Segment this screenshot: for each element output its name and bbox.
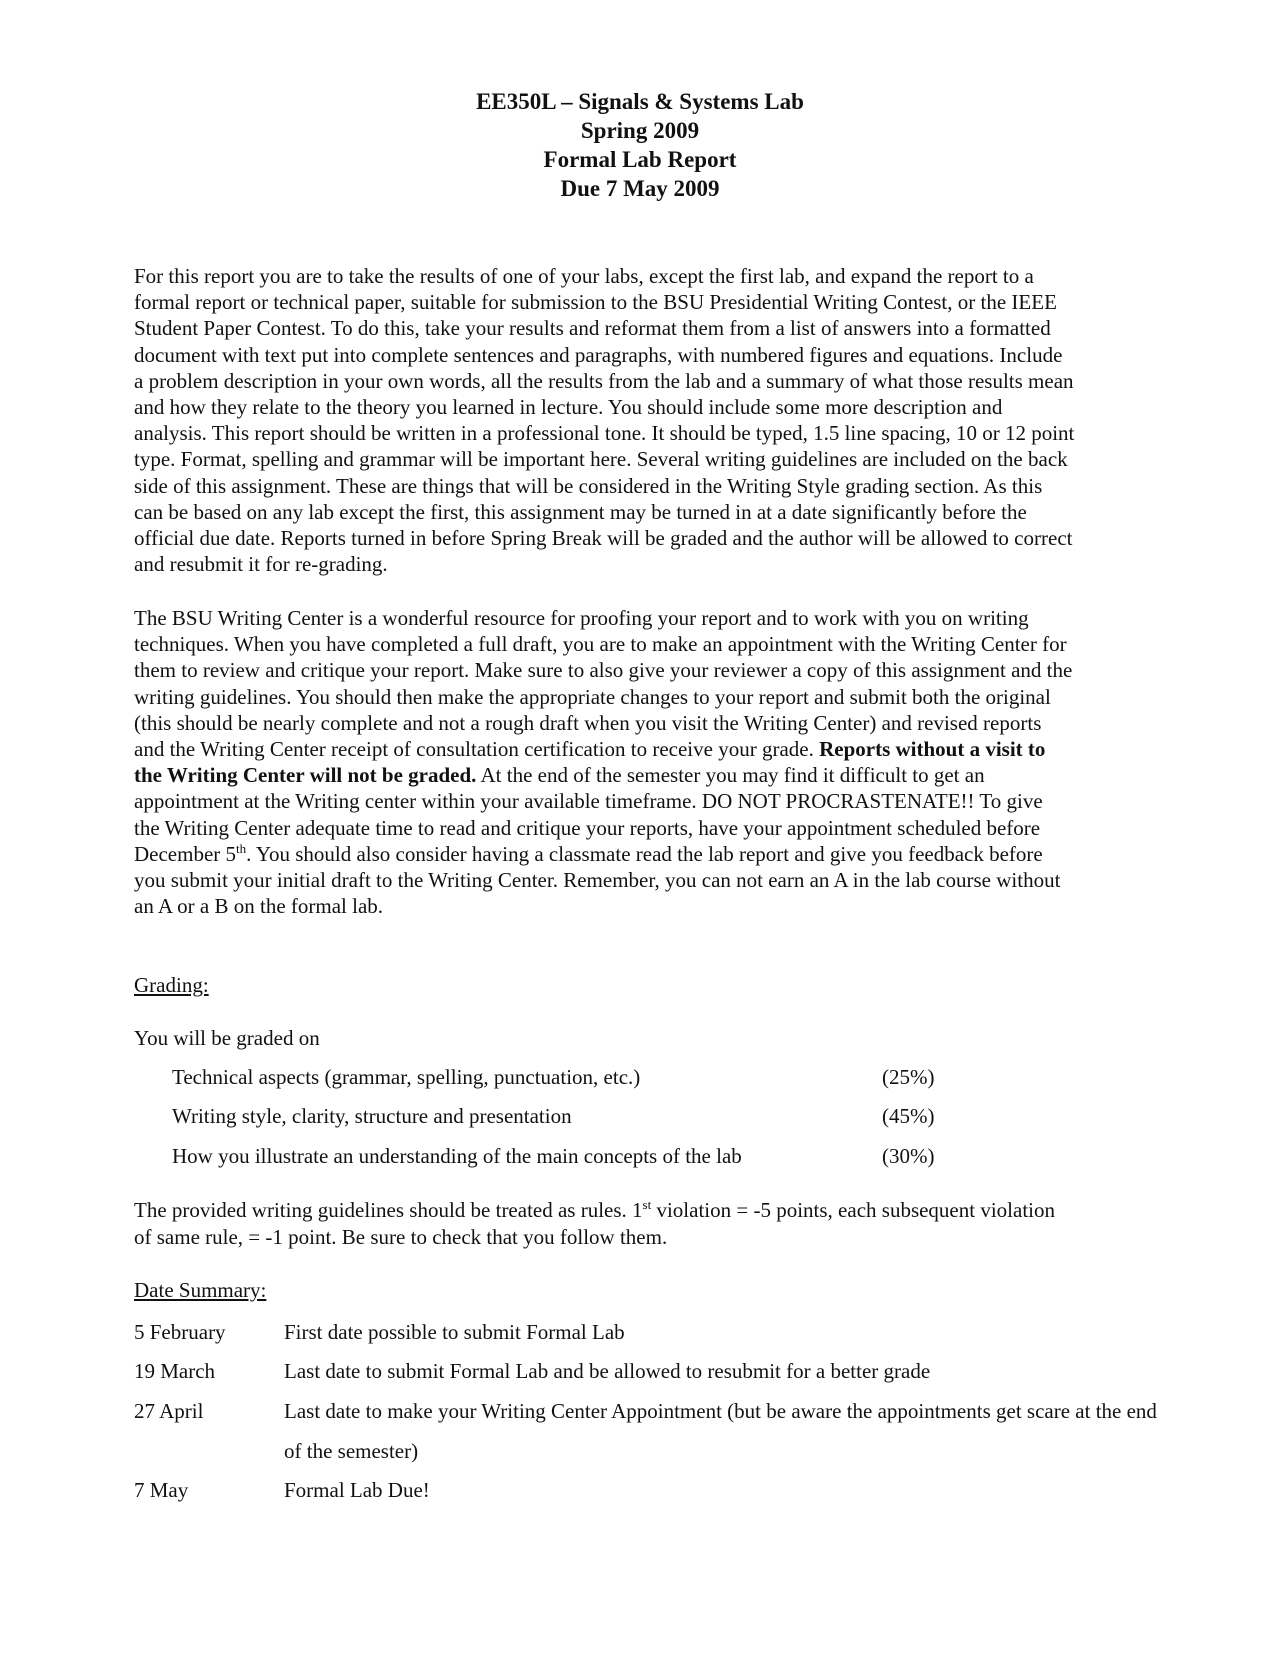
paragraph-line: document with text put into complete sentences and paragraphs, with numbered figures and equations. Include (134, 342, 1063, 367)
line-text: violation = -5 points, each subsequent violation (651, 1198, 1055, 1222)
paragraph-line: (this should be nearly complete and not a rough draft when you visit the Writing Center) and revised reports (134, 710, 1042, 735)
paragraph-line: writing guidelines. You should then make the appropriate changes to your report and submit both the original (134, 684, 1051, 709)
summary-date: 27 April (134, 1399, 204, 1423)
paragraph-line: and how they relate to the theory you learned in lecture. You should include some more description and (134, 395, 1003, 420)
paragraph-line: the Writing Center adequate time to read and critique your reports, have your appointment scheduled before (134, 815, 1041, 840)
course-title: EE350L – Signals & Systems Lab (476, 89, 804, 114)
rules-paragraph (134, 1197, 1055, 1250)
due-date: Due 7 May 2009 (560, 176, 720, 201)
paragraph-line: and resubmit it for re-grading. (134, 552, 388, 577)
line-text: December 5 (134, 841, 237, 866)
term: Spring 2009 (580, 118, 700, 143)
criterion-label: How you illustrate an understanding of the main concepts of the lab (172, 1144, 742, 1168)
grading-intro: You will be graded on (134, 1026, 320, 1050)
summary-description: Last date to submit Formal Lab and be allowed to resubmit for a better grade (284, 1359, 931, 1383)
paragraph-line (134, 841, 1164, 867)
paragraph-line: you submit your initial draft to the Writing Center. Remember, you can not earn an A in the lab course without (134, 868, 1061, 893)
paragraph-line: an A or a B on the formal lab. (134, 894, 384, 919)
line-text: . You should also consider having a classmate read the lab report and give you feedback before (246, 841, 1043, 866)
paragraph-line: side of this assignment. These are things that will be considered in the Writing Style grading section. As this (134, 473, 1043, 498)
bold-warning: the Writing Center will not be graded. (134, 763, 477, 788)
paragraph-line: of same rule, = -1 point. Be sure to check that you follow them. (134, 1224, 668, 1249)
paragraph-line: Student Paper Contest. To do this, take your results and reformat them from a list of answers into a formatted (134, 316, 1051, 341)
criterion-weight: (30%) (882, 1144, 935, 1168)
paragraph-line: type. Format, spelling and grammar will be important here. Several writing guidelines are included on the back (134, 447, 1068, 472)
writing-center-paragraph (134, 605, 1164, 919)
line-text: At the end of the semester you may find it difficult to get an (476, 763, 985, 788)
summary-description: Formal Lab Due! (284, 1478, 430, 1502)
line-text: The provided writing guidelines should be treated as rules. 1 (134, 1198, 643, 1222)
paragraph-line: them to review and critique your report. Make sure to also give your reviewer a copy of this assignment and the (134, 658, 1073, 683)
criterion-weight: (45%) (882, 1104, 935, 1128)
paragraph-line (134, 1197, 1055, 1224)
document-header (0, 87, 1280, 203)
paragraph-line: The BSU Writing Center is a wonderful resource for proofing your report and to work with you on writing (134, 606, 1029, 630)
date-summary-heading: Date Summary: (134, 1278, 267, 1302)
paragraph-line: can be based on any lab except the first, this assignment may be turned in at a date significantly before the (134, 499, 1027, 524)
criterion-label: Technical aspects (grammar, spelling, punctuation, etc.) (172, 1065, 641, 1089)
paragraph-line (134, 736, 1164, 762)
summary-date: 19 March (134, 1359, 216, 1383)
ordinal-suffix: th (236, 840, 247, 856)
paragraph-line: a problem description in your own words, all the results from the lab and a summary of what those results mean (134, 368, 1074, 393)
paragraph-line: formal report or technical paper, suitable for submission to the BSU Presidential Writing Contest, or the IEEE (134, 290, 1057, 315)
intro-paragraph (134, 263, 1164, 577)
paragraph-line: analysis. This report should be written in a professional tone. It should be typed, 1.5 line spacing, 10 or 12 point (134, 421, 1075, 446)
paragraph-line: official due date. Reports turned in before Spring Break will be graded and the author will be allowed to correct (134, 526, 1073, 551)
paragraph-line: appointment at the Writing center within your available timeframe. DO NOT PROCRASTENATE!! To give (134, 789, 1043, 814)
summary-date: 7 May (134, 1478, 189, 1502)
report-title: Formal Lab Report (543, 147, 737, 172)
criterion-weight: (25%) (882, 1065, 935, 1089)
paragraph-line (134, 762, 1164, 788)
summary-description: Last date to make your Writing Center Appointment (but be aware the appointments get scare at the end of the semester) (284, 1399, 1157, 1463)
summary-date: 5 February (134, 1320, 226, 1344)
bold-warning: Reports without a visit to (819, 737, 1046, 762)
criterion-label: Writing style, clarity, structure and presentation (172, 1104, 572, 1128)
grading-heading: Grading: (134, 973, 209, 997)
ordinal-suffix: st (642, 1197, 652, 1212)
line-text: and the Writing Center receipt of consultation certification to receive your grade. (134, 737, 820, 762)
paragraph-line: For this report you are to take the results of one of your labs, except the first lab, and expand the report to a (134, 264, 1034, 288)
summary-description: First date possible to submit Formal Lab (284, 1320, 625, 1344)
paragraph-line: techniques. When you have completed a full draft, you are to make an appointment with the Writing Center for (134, 632, 1067, 657)
